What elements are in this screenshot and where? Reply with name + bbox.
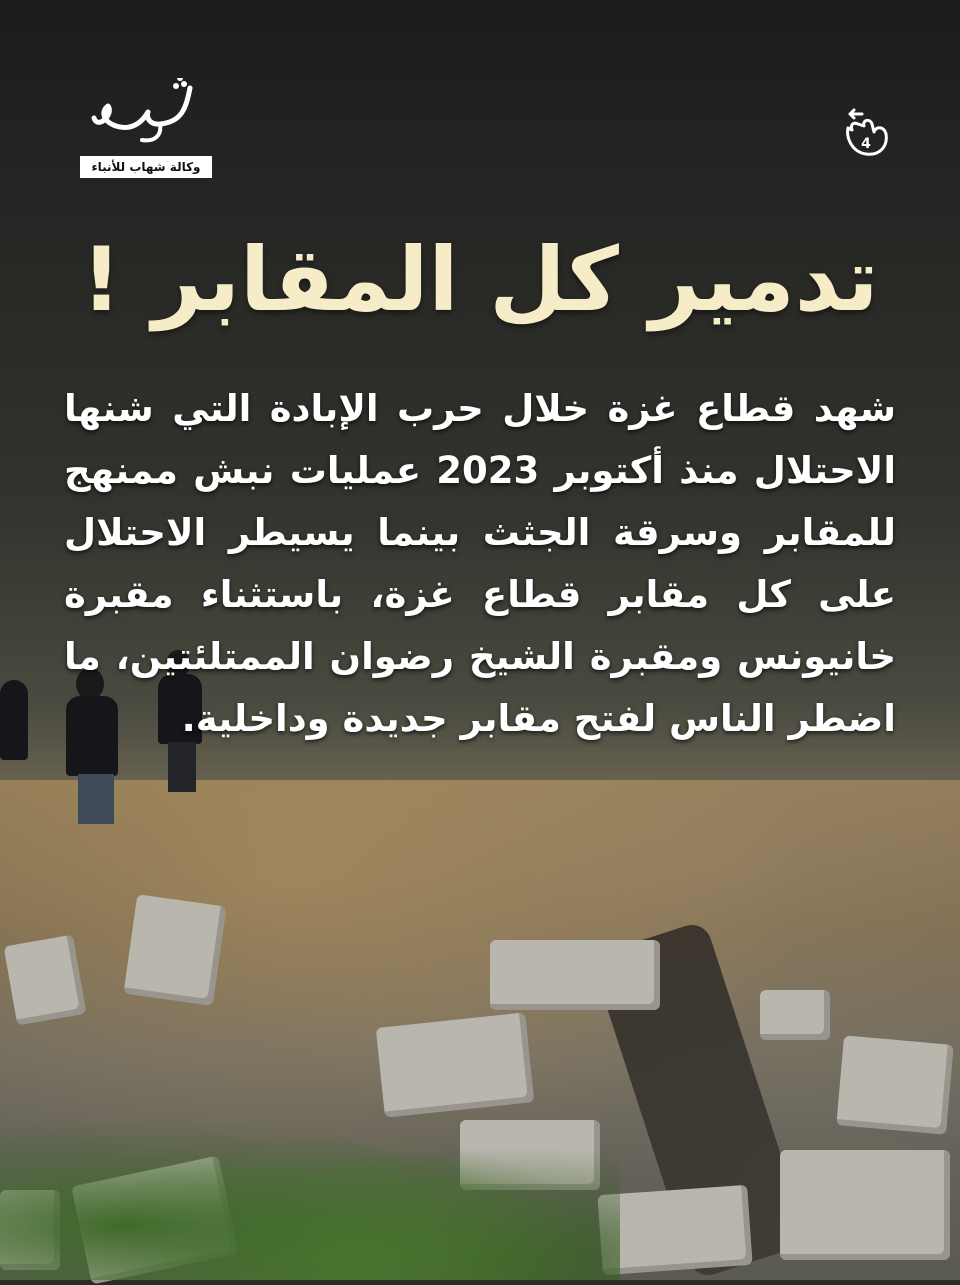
rubble bbox=[597, 1185, 752, 1275]
grass bbox=[0, 1100, 620, 1280]
rubble bbox=[760, 990, 830, 1040]
person bbox=[0, 680, 28, 760]
rubble bbox=[780, 1150, 950, 1260]
person-legs bbox=[78, 774, 114, 824]
body-paragraph: شهد قطاع غزة خلال حرب الإبادة التي شنها الاحتلال منذ أكتوبر 2023 عمليات نبش ممنهج للمقابر وسرقة الجثث بينما يسيطر الاحتلال على كل مقابر قطاع غزة، باستثناء مقبرة خانيونس ومقبرة الشيخ رضوان الممتلئتين، ما اضطر الناس لفتح مقابر جديدة وداخلية. bbox=[64, 387, 896, 740]
rubble bbox=[490, 940, 660, 1010]
brand-logo bbox=[80, 78, 212, 182]
rubble bbox=[4, 935, 87, 1026]
agency-label: وكالة شهاب للأنباء bbox=[80, 156, 212, 178]
swipe-hand-icon bbox=[836, 108, 896, 160]
headline: تدمير كل المقابر ! bbox=[81, 228, 879, 331]
page-number: 4 bbox=[861, 136, 871, 152]
rubble bbox=[123, 894, 226, 1006]
rubble bbox=[836, 1035, 953, 1134]
logo-script-icon bbox=[90, 78, 200, 146]
